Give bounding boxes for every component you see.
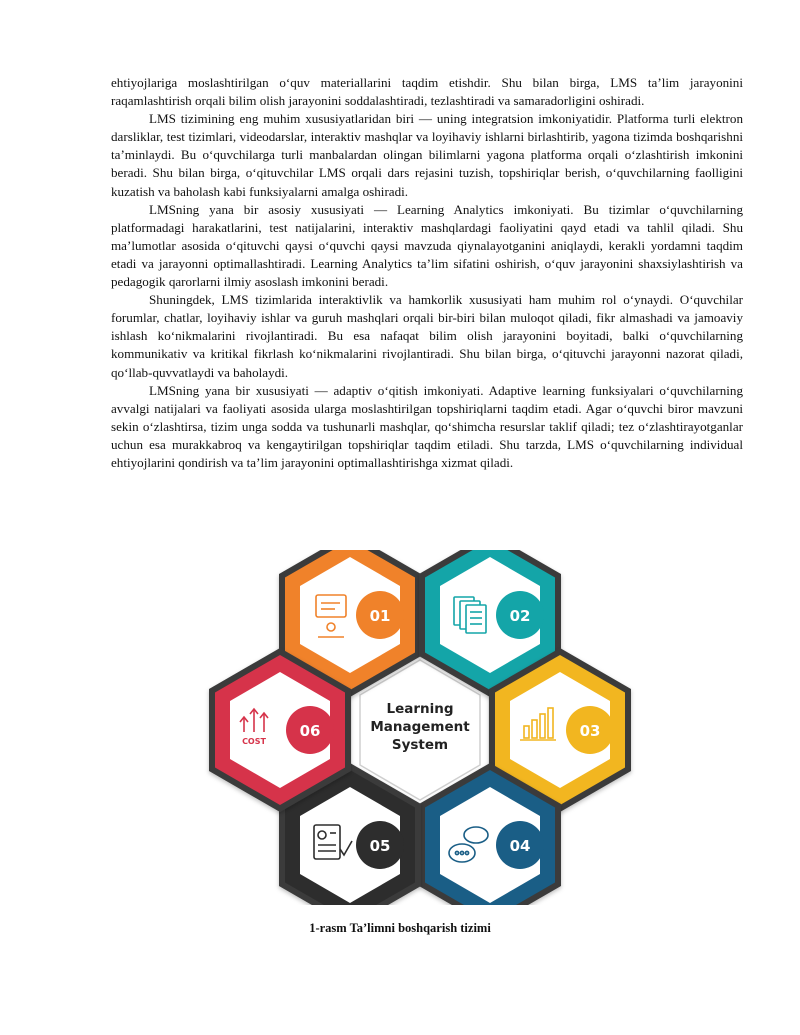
- paragraph-5: LMSning yana bir xususiyati — adaptiv oʻqitish imkoniyati. Adaptive learning funksiyalari oʻquvchilarning avvalgi natijalari va faoliyati asosida ularga moslashtirilgan topshiriqlarni taqdim etadi. Agar oʻquvchi biror mavzuni sekin oʻzlashtirsa, tizim unga sodda va tushunarli mashqlar, qoʻshimcha resurslar taklif qiladi; tez oʻzlashtirayotganlar uchun esa murakkabroq va kengaytirilgan topshiriqlar taqdim etiladi. Shu tarzda, LMS oʻquvchilarning individual ehtiyojlarini qondirish va taʼlim jarayonini optimallashtirishga xizmat qiladi.: [111, 382, 743, 470]
- hexagon-04-number: 04: [509, 837, 531, 855]
- hexagon-05-number: 05: [369, 837, 391, 855]
- lms-hexagon-figure: [170, 550, 670, 905]
- center-line-1: Learning: [386, 701, 454, 717]
- paragraph-3: LMSning yana bir asosiy xususiyati — Learning Analytics imkoniyati. Bu tizimlar oʻquvchilarning platformadagi harakatlarini, test natijalarini, interaktiv mashqlardagi faoliyatini qayd etadi va tahlil qiladi. Shu maʼlumotlar asosida oʻqituvchi qaysi oʻquvchi qaysi mavzuda qiynalayotganini aniqlaydi, kerakli yordamni taqdim etadi va jarayonni optimallashtiradi. Learning Analytics taʼlim sifatini oshirish, oʻquv jarayonini shaxsiylashtirish va pedagogik qarorlarni ilmiy asoslash imkonini beradi.: [111, 201, 743, 290]
- hexagon-06-number: 06: [299, 722, 321, 740]
- hexagon-01-number: 01: [369, 607, 391, 625]
- body-text: [111, 74, 743, 472]
- paragraph-1: ehtiyojlariga moslashtirilgan oʻquv materiallarini taqdim etishdir. Shu bilan birga, LMS taʼlim jarayonini raqamlashtirish orqali bilim olish jarayonini soddalashtiradi, tezlashtiradi va samaradorligini oshiradi.: [111, 75, 743, 109]
- cost-label: COST: [242, 737, 266, 746]
- center-line-2: Management: [370, 719, 470, 735]
- paragraph-4: Shuningdek, LMS tizimlarida interaktivlik va hamkorlik xususiyati ham muhim rol oʻynaydi. Oʻquvchilar forumlar, chatlar, loyihaviy ishlar va guruh mashqlari orqali bir-biri bilan muloqot qiladi, fikr almashadi va jamoaviy ishlash koʻnikmalarini rivojlantiradi. Bu esa nafaqat bilim olish jarayonini boyitadi, balki oʻquvchilarning kommunikativ va kritikal fikrlash koʻnikmalarini rivojlantiradi. Shu bilan birga, oʻqituvchi jarayonni nazorat qiladi, qoʻllab-quvvatlaydi va baholaydi.: [111, 292, 743, 380]
- figure-caption: 1-rasm Taʼlimni boshqarish tizimi: [309, 921, 491, 935]
- center-line-3: System: [391, 737, 449, 753]
- paragraph-2: LMS tizimining eng muhim xususiyatlaridan biri — uning integratsion imkoniyatidir. Platforma turli elektron darsliklar, test tizimlari, videodarslar, interaktiv mashqlar va loyihaviy ishlarni birlashtirib, yagona tizimda boshqarishni taʼminlaydi. Bu oʻquvchilarga turli manbalardan olingan bilimlarni yagona platforma orqali oʻzlashtirish imkonini beradi. Shu bilan birga, oʻqituvchilar LMS orqali dars rejasini tuzish, topshiriqlar berish, oʻquvchilarning faolligini kuzatish va baholash kabi funksiyalarni amalga oshiradi.: [111, 111, 743, 199]
- hexagon-02-number: 02: [509, 607, 531, 625]
- hexagon-03-number: 03: [579, 722, 601, 740]
